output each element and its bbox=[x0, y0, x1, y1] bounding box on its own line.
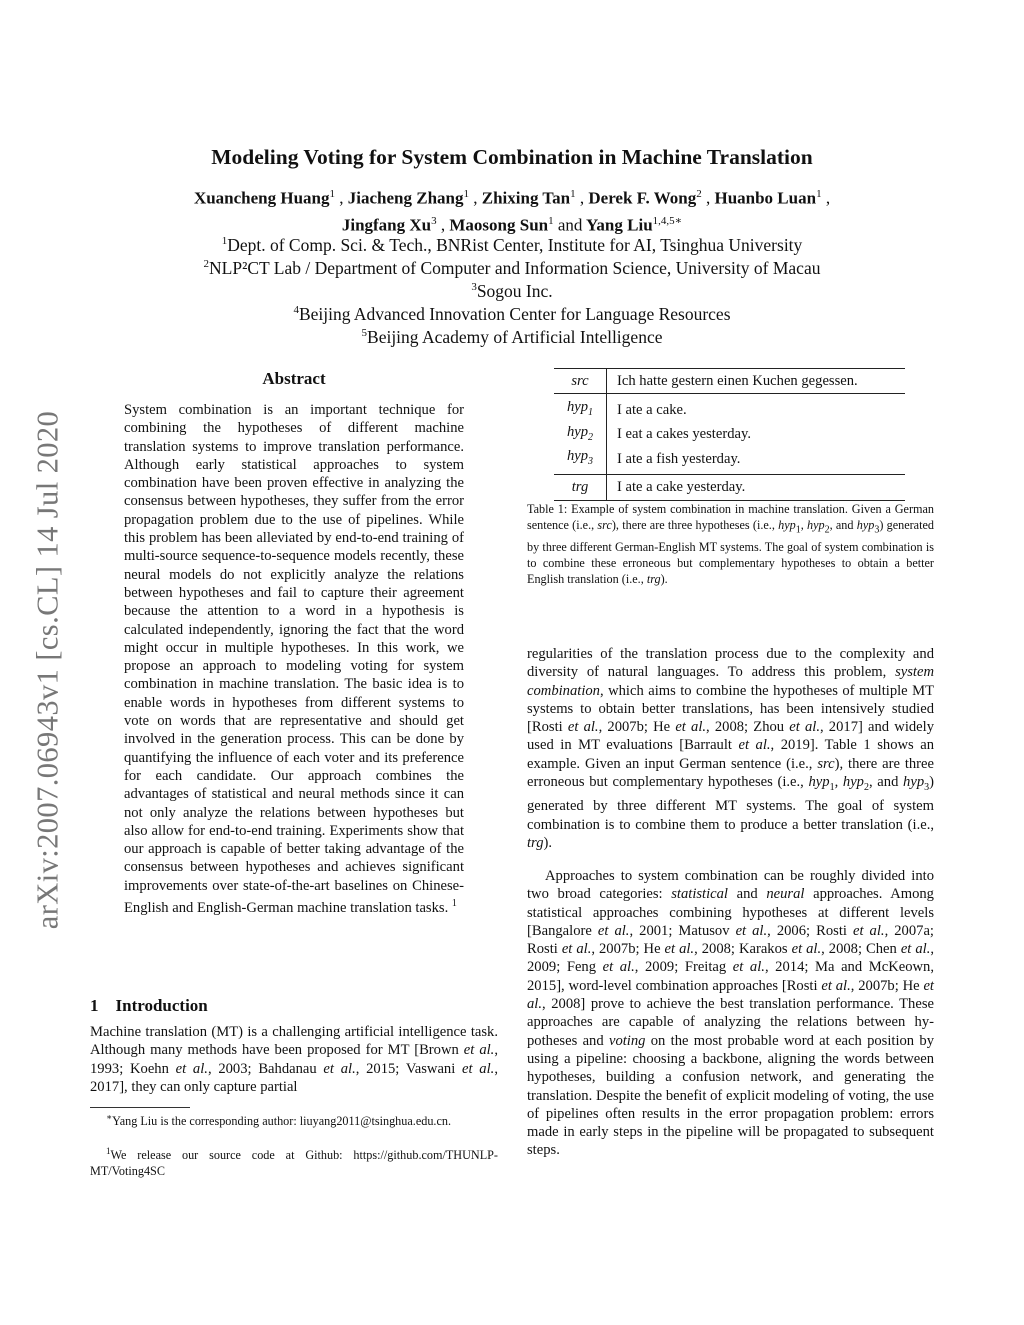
affiliation: $^2$NLP²CT Lab / Department of Computer and Information Science, University of Macau bbox=[203, 257, 821, 278]
author: Derek F. Wong bbox=[588, 188, 697, 208]
table-row: hyp$_1$ I ate a cake. bbox=[554, 394, 905, 423]
author: Huanbo Luan bbox=[714, 188, 817, 208]
body-paragraph: regularities of the translation process due to the complexity and diversity of natural languages. To address this problem, system combination, which aims to combine the hypotheses of multiple MT systems to obtain better translations, has been intensively studied [Rosti et al., 2007b; He et al., 2008; Zhou et al., 2017] and widely used in MT evaluations [Barrault et al., 2019]. Table 1 shows an example. Given an input German sentence (i.e., src), there are three erroneous but complementary hypotheses (i.e., hyp$_1$, hyp$_2$, and hyp$_3$) generated by three different MT systems. The goal of system combination is to combine them to produce a better translation (i.e., trg). bbox=[527, 646, 935, 851]
example-table bbox=[554, 368, 905, 501]
footnote: $^1$We release our source code at Github: https://github.com/THUNLP-MT/Voting4SC bbox=[90, 1146, 498, 1179]
affiliation: $^1$Dept. of Comp. Sci. & Tech., BNRist Center, Institute for AI, Tsinghua University bbox=[221, 234, 803, 255]
table-row: hyp$_2$ I eat a cakes yesterday. bbox=[554, 423, 905, 447]
section-heading: 1 Introduction bbox=[90, 996, 208, 1015]
affiliation: $^5$Beijing Academy of Artificial Intelligence bbox=[361, 326, 663, 347]
footnote: ∗Yang Liu is the corresponding author: liuyang2011@tsinghua.edu.cn. bbox=[106, 1112, 452, 1129]
arxiv-stamp bbox=[18, 375, 78, 965]
abstract-heading: Abstract bbox=[262, 369, 326, 388]
footnote-rule bbox=[90, 1107, 190, 1108]
abstract-body: System combination is an important technique for combining the hypotheses of different machine translation systems to improve translation performance. Although early statistical approaches to system combination have been proven effective in analyzing the consensus between hypotheses, they suffer from the error propagation problem due to the use of pipelines. While this problem has been alleviated by end-to-end training of multi-source sequence-to-sequence models recently, these neural models do not explicitly analyze the relations between hypotheses and fail to capture their agreement because the attention to a word in a hypothesis is calculated independently, ignoring the fact that the word might occur in multiple hypotheses. In this work, we propose an approach to modeling voting for system combination in machine translation. The basic idea is to enable words in hypotheses from different systems to vote on words that are representative and should get involved in the generation process. This can be done by quantifying the influence of each voter and its preference for each candidate. Our approach combines the advantages of statistical and neural methods since it can not only analyze the relations between hypotheses but also allow for end-to-end training. Experiments show that our approach is capable of better taking advantage of the consensus between hypotheses and achieves significant improvements over state-of-the-art baselines on Chinese-English and English-German machine translation tasks. $^1$ bbox=[124, 402, 464, 916]
affiliation: $^4$Beijing Advanced Innovation Center for Language Resources bbox=[293, 303, 731, 324]
table-caption: Table 1: Example of system combination in machine translation. Given a German sentence (i.e., src), there are three hypotheses (i.e., hyp$_1$, hyp$_2$, and hyp$_3$) generated by three different German-English MT systems. The goal of system combination is to combine these erroneous but complementary hypotheses to obtain a better English translation (i.e., trg). bbox=[527, 502, 934, 586]
footnote-mark: 1 bbox=[451, 898, 457, 910]
table-row: hyp$_3$ I ate a fish yesterday. bbox=[554, 447, 905, 475]
author: Zhixing Tan bbox=[481, 188, 571, 208]
author: Yang Liu bbox=[586, 215, 653, 235]
paper-title: Modeling Voting for System Combination in Machine Translation bbox=[211, 145, 813, 169]
table-row: trg I ate a cake yesterday. bbox=[554, 474, 905, 500]
intro-paragraph: Machine translation (MT) is a challenging artificial intelligence task. Although many methods have been proposed for MT [Brown et al., 1993; Koehn et al., 2003; Bahdanau et al., 2015; Vaswani et al., 2017], they can only capture partial bbox=[90, 1024, 498, 1095]
author: Xuancheng Huang bbox=[193, 188, 330, 208]
author: Maosong Sun bbox=[449, 215, 549, 235]
author: Jiacheng Zhang bbox=[347, 188, 464, 208]
body-paragraph: Approaches to system combination can be roughly divided into two broad categories: statistical and neural approaches. Among statistical approaches combining hypotheses at different levels [Bangalore et al., 2001; Matusov et al., 2006; Rosti et al., 2007a; Rosti et al., 2007b; He et al., 2008; Karakos et al., 2008; Chen et al., 2009; Feng et al., 2009; Freitag et al., 2014; Ma and McKeown, 2015], word-level combination approaches [Rosti et al., 2007b; He et al., 2008] prove to achieve the best translation performance. These approaches are capable of analyzing the relations between hypotheses and voting on the most probable word at each position by using a pipeline: choosing a backbone, aligning the words between hypotheses, building a confusion network, and generating the translation. Despite the benefit of explicit modeling of voting, the use of pipelines often results in the error propagation problem: errors made in early steps in the pipeline will be propagated to subsequent steps. bbox=[527, 868, 934, 1159]
affiliation: $^3$Sogou Inc. bbox=[471, 280, 553, 301]
table-row: src Ich hatte gestern einen Kuchen gegessen. bbox=[554, 369, 905, 394]
arxiv-id: arXiv:2007.06943v1 [cs.CL] 14 Jul 2020 bbox=[30, 410, 65, 930]
author-list: Xuancheng Huang$^1$ , Jiacheng Zhang$^1$ , Zhixing Tan$^1$ , Derek F. Wong$^2$ , Huanbo Luan$^1$ , Jingfang Xu$^3$ , Maosong Sun$^1$ and Yang Liu$^{1,4,5∗}$ bbox=[193, 188, 831, 235]
author: Jingfang Xu bbox=[341, 215, 432, 235]
